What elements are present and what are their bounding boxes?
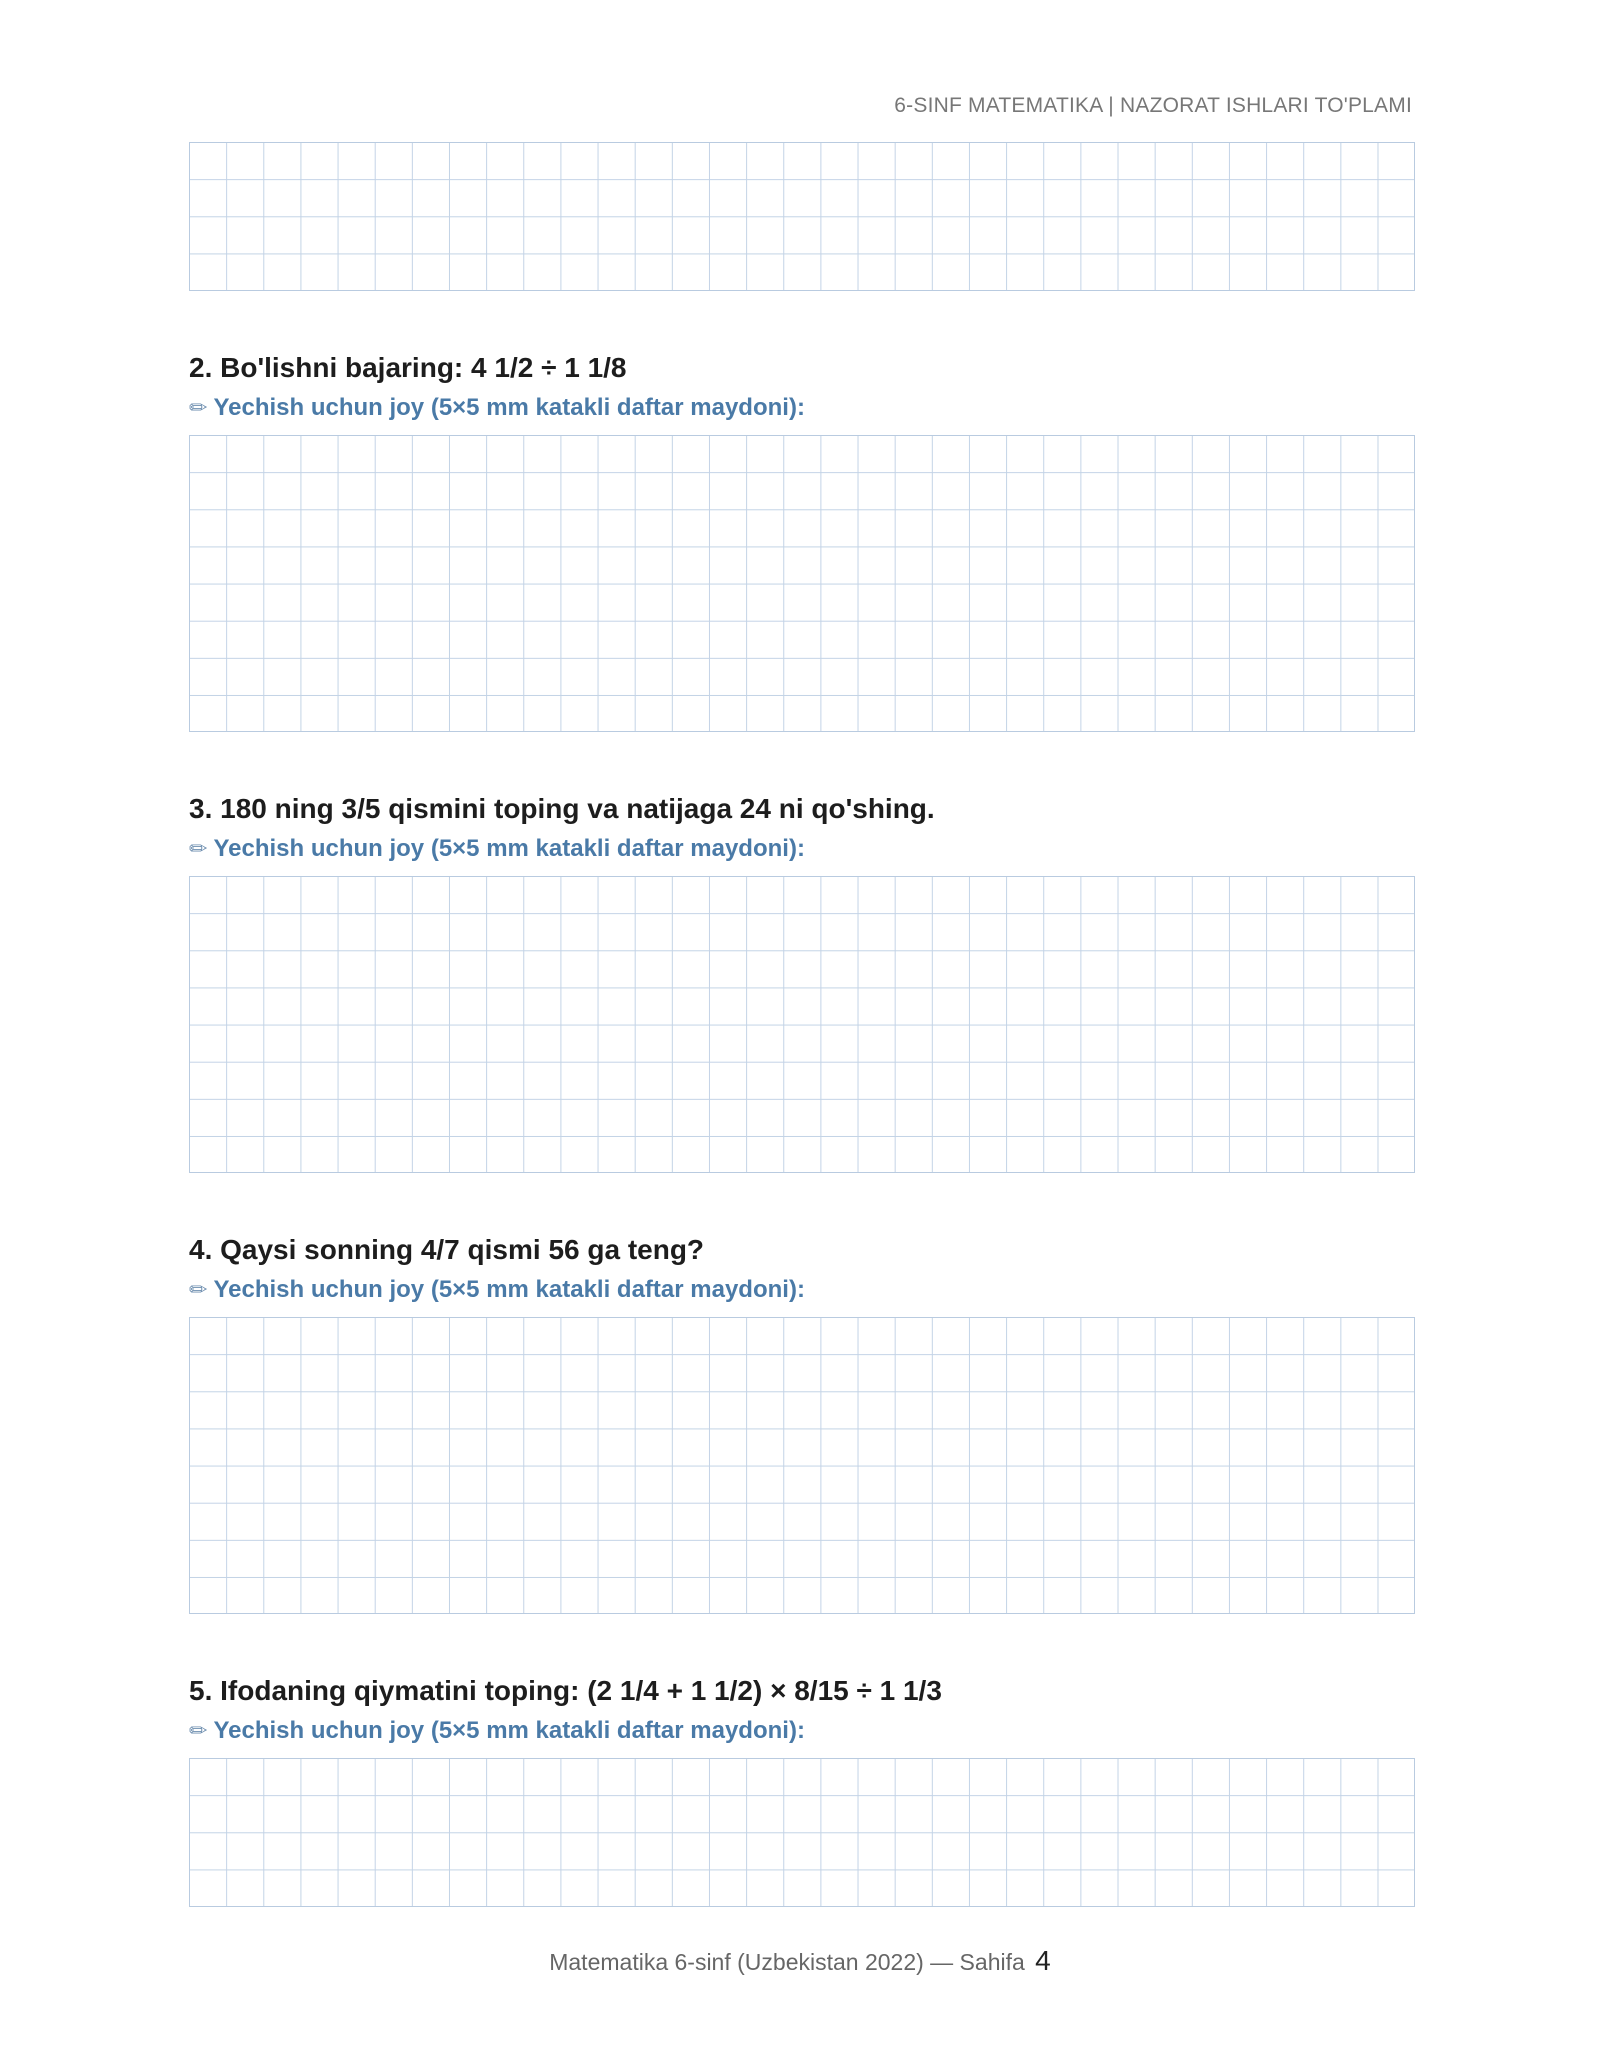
grid-area-task-2[interactable]	[189, 435, 1415, 732]
page-number: 4	[1035, 1945, 1051, 1976]
task-2-title: 2. Bo'lishni bajaring: 4 1/2 ÷ 1 1/8	[189, 352, 627, 383]
pencil-icon: ✏	[189, 1719, 208, 1744]
grid-area-task-1[interactable]	[189, 142, 1415, 291]
task-2-space-label	[189, 394, 805, 422]
footer-text: Matematika 6-sinf (Uzbekistan 2022) — Sahifa	[549, 1949, 1025, 1975]
task-4-space-label-text: Yechish uchun joy (5×5 mm katakli daftar maydoni):	[213, 1276, 805, 1303]
pencil-icon: ✏	[189, 1278, 208, 1303]
task-2-space-label-text: Yechish uchun joy (5×5 mm katakli daftar maydoni):	[213, 394, 805, 421]
grid-area-task-4[interactable]	[189, 1317, 1415, 1614]
pencil-icon: ✏	[189, 396, 208, 421]
grid-area-task-3[interactable]	[189, 876, 1415, 1173]
page-footer	[0, 1945, 1600, 1977]
grid-area-task-5[interactable]	[189, 1758, 1415, 1907]
task-5-space-label-text: Yechish uchun joy (5×5 mm katakli daftar maydoni):	[213, 1717, 805, 1744]
task-5-title: 5. Ifodaning qiymatini toping: (2 1/4 + 1 1/2) × 8/15 ÷ 1 1/3	[189, 1675, 942, 1706]
task-3-title: 3. 180 ning 3/5 qismini toping va natijaga 24 ni qo'shing.	[189, 793, 935, 824]
task-3-space-label	[189, 835, 805, 863]
task-5-space-label	[189, 1717, 805, 1745]
task-4-space-label	[189, 1276, 805, 1304]
task-3-space-label-text: Yechish uchun joy (5×5 mm katakli daftar maydoni):	[213, 835, 805, 862]
pencil-icon: ✏	[189, 837, 208, 862]
page-header: 6-SINF MATEMATIKA | NAZORAT ISHLARI TO'PLAMI	[894, 94, 1412, 117]
task-4-title: 4. Qaysi sonning 4/7 qismi 56 ga teng?	[189, 1234, 705, 1265]
